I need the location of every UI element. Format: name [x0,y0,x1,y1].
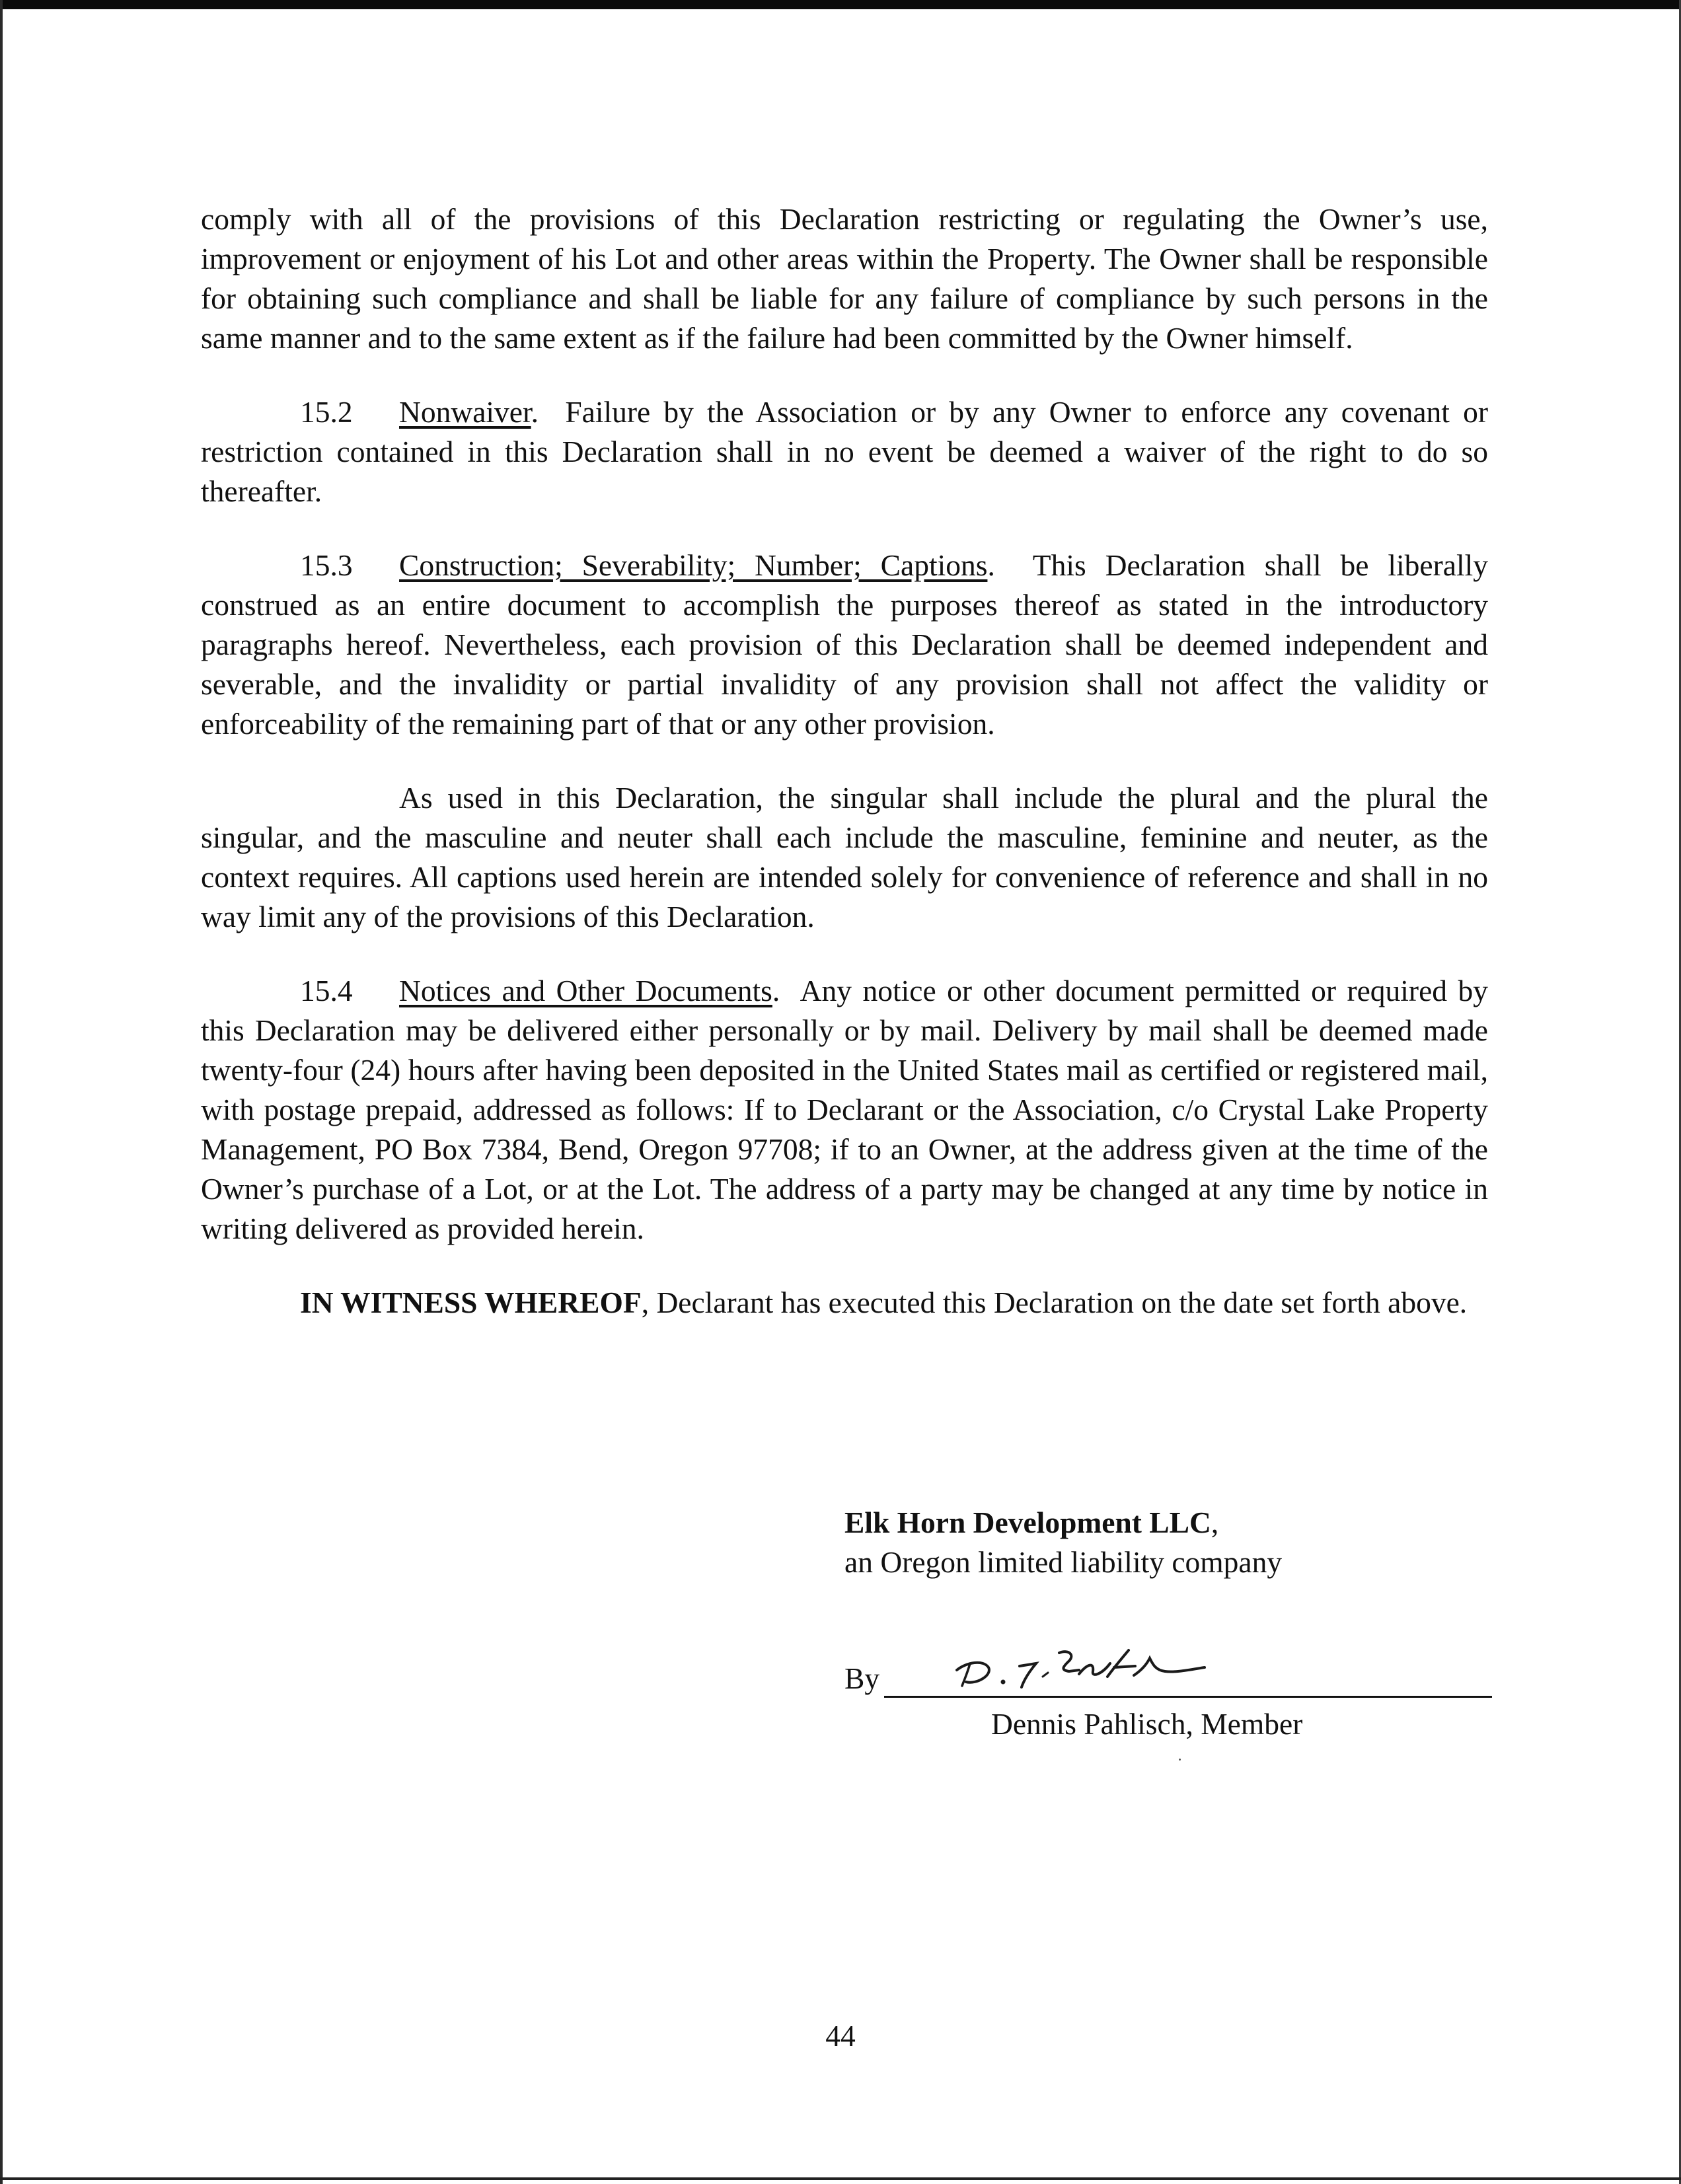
handwritten-signature [937,1644,1228,1696]
witness-paragraph [201,1283,1488,1323]
section-text: Failure by the Association or by any Owner to enforce any covenant or restriction contained in this Declaration shall in no event be deemed a waiver of the right to do so thereafter. [201,395,1488,508]
section-heading: Construction; Severability; Number; Captions [399,548,988,582]
scan-border-top [0,0,1681,9]
signature-line [844,1652,1492,1698]
section-15-3: 15.3 Construction; Severability; Number; Captions. This Declaration shall be liberally construed as an entire document to accomplish the purposes thereof as stated in the introductory paragraphs hereof. Nevertheless, each provision of this Declaration shall be deemed independent and severable, and the invalidity or partial invalidity of any provision shall not affect the validity or enforceability of the remaining part of that or any other provision. [201,546,1488,744]
witness-lead: IN WITNESS WHEREOF [300,1286,642,1319]
continuation-paragraph: comply with all of the provisions of this Declaration restricting or regulating the Owner’s use, improvement or enjoyment of his Lot and other areas within the Property. The Owner shall be responsible for obtaining such compliance and shall be liable for any failure of compliance by such persons in the same manner and to the same extent as if the failure had been committed by the Owner himself. [201,202,1488,355]
scan-border-left [0,0,3,2184]
scan-border-bottom [0,2177,1681,2180]
section-number: 15.4 [300,974,353,1007]
section-heading: Notices and Other Documents [399,974,772,1007]
section-number: 15.2 [300,395,353,429]
company-name: Elk Horn Development LLC [844,1506,1211,1539]
section-15-3-continuation [201,778,1488,937]
document-body [201,200,1488,1357]
witness-text: , Declarant has executed this Declaration on the date set forth above. [641,1286,1468,1319]
section-text: This Declaration shall be liberally construed as an entire document to accomplish the purposes thereof as stated in the introductory paragraphs hereof. Nevertheless, each provision of this Declaration shall be deemed independent and severable, and the invalidity or partial invalidity of any provision shall not affect the validity or enforceability of the remaining part of that or any other provision. [201,548,1488,741]
signer-name: Dennis Pahlisch, Member [991,1707,1303,1741]
section-number: 15.3 [300,548,353,582]
signature-block [844,1503,1492,1582]
by-label: By [844,1661,880,1695]
section-15-2: 15.2 Nonwaiver. Failure by the Association or by any Owner to enforce any covenant or restriction contained in this Declaration shall in no event be deemed a waiver of the right to do so thereafter. [201,392,1488,511]
section-heading: Nonwaiver [399,395,531,429]
section-text: As used in this Declaration, the singular shall include the plural and the plural the singular, and the masculine and neuter shall each include the masculine, feminine and neuter, as the context requires. All captions used herein are intended solely for convenience of reference and shall in no way limit any of the provisions of this Declaration. [201,781,1488,933]
section-text: Any notice or other document permitted or required by this Declaration may be delivered either personally or by mail. Delivery by mail shall be deemed made twenty-four (24) hours after having been deposited in the United States mail as certified or registered mail, with postage prepaid, addressed as follows: If to Declarant or the Association, c/o Crystal Lake Property Management, PO Box 7384, Bend, Oregon 97708; if to an Owner, at the address given at the time of the Owner’s purchase of a Lot, or at the Lot. The address of a party may be changed at any time by notice in writing delivered as provided herein. [201,974,1488,1245]
scan-speck [1179,1759,1181,1761]
company-description: an Oregon limited liability company [844,1545,1283,1579]
company-line: Elk Horn Development LLC, [844,1506,1219,1539]
section-15-4: 15.4 Notices and Other Documents. Any notice or other document permitted or required by this Declaration may be delivered either personally or by mail. Delivery by mail shall be deemed made twenty-four (24) hours after having been deposited in the United States mail as certified or registered mail, with postage prepaid, addressed as follows: If to Declarant or the Association, c/o Crystal Lake Property Management, PO Box 7384, Bend, Oregon 97708; if to an Owner, at the address given at the time of the Owner’s purchase of a Lot, or at the Lot. The address of a party may be changed at any time by notice in writing delivered as provided herein. [201,971,1488,1249]
page-number: 44 [825,2019,856,2053]
